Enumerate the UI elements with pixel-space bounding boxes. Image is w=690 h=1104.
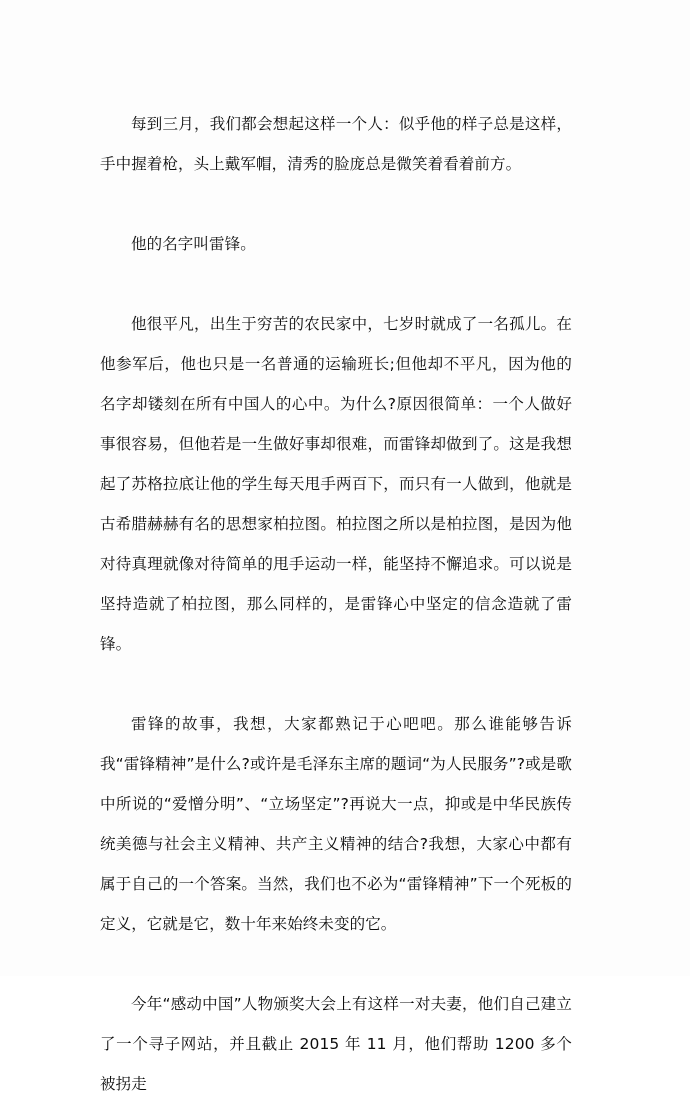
- paragraph-2: 他的名字叫雷锋。: [131, 235, 256, 253]
- paragraph-1: 每到三月，我们都会想起这样一个人：似乎他的样子总是这样，手中握着枪，头上戴军帽，清秀的脸庞总是微笑着看着前方。: [100, 115, 572, 173]
- document-text-body: [100, 104, 572, 1104]
- paragraph-4: 雷锋的故事，我想，大家都熟记于心吧吧。那么谁能够告诉我“雷锋精神”是什么?或许是毛泽东主席的题词“为人民服务”?或是歌中所说的“爱憎分明”、“立场坚定”?再说大一点，抑或是中华民族传统美德与社会主义精神、共产主义精神的结合?我想，大家心中都有属于自己的一个答案。当然，我们也不必为“雷锋精神”下一个死板的定义，它就是它，数十年来始终未变的它。: [100, 715, 572, 933]
- paragraph-5: 今年“感动中国”人物颁奖大会上有这样一对夫妻，他们自己建立了一个寻子网站，并且截止 2015 年 11 月，他们帮助 1200 多个被拐走: [100, 995, 572, 1093]
- paragraph-3: 他很平凡，出生于穷苦的农民家中，七岁时就成了一名孤儿。在他参军后，他也只是一名普通的运输班长;但他却不平凡，因为他的名字却镂刻在所有中国人的心中。为什么?原因很简单：一个人做好事很容易，但他若是一生做好事却很难，而雷锋却做到了。这是我想起了苏格拉底让他的学生每天甩手两百下，而只有一人做到，他就是古希腊赫赫有名的思想家柏拉图。柏拉图之所以是柏拉图，是因为他对待真理就像对待简单的甩手运动一样，能坚持不懈追求。可以说是坚持造就了柏拉图，那么同样的，是雷锋心中坚定的信念造就了雷锋。: [100, 315, 572, 653]
